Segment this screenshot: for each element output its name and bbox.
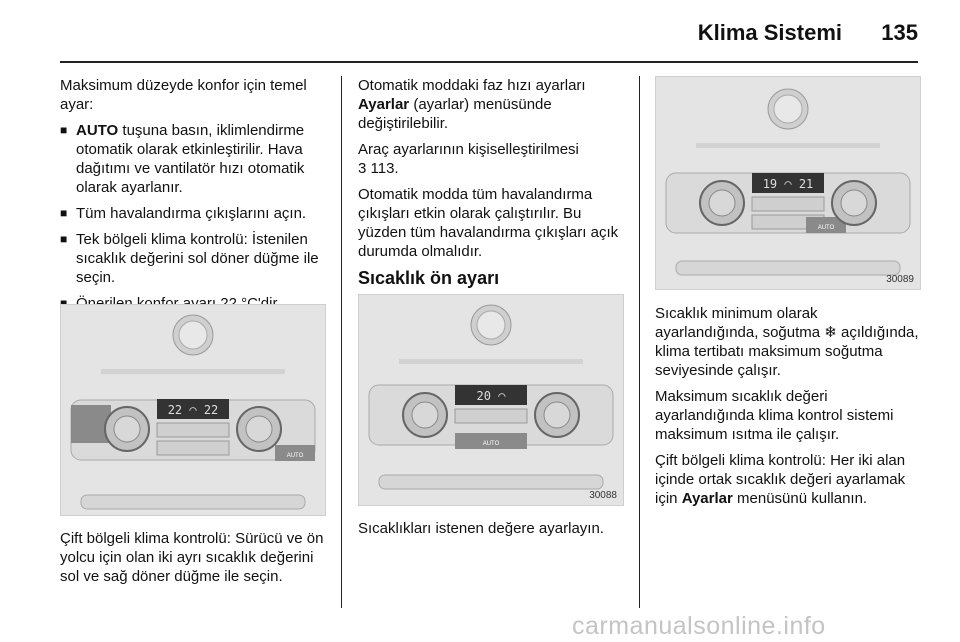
- column-1: [60, 76, 326, 320]
- bullet-item: ■ Tüm havalandırma çıkışlarını açın.: [60, 204, 326, 223]
- bullet-item: ■ Tek bölgeli klima kontrolü: İstenilen sıcaklık değerini sol döner düğme ile seçin.: [60, 230, 326, 287]
- column-3: [655, 304, 923, 515]
- climate-panel-illustration: [359, 295, 623, 505]
- section-heading: Sıcaklık ön ayarı: [358, 268, 500, 288]
- page-number: 135: [881, 20, 918, 45]
- auto-label: AUTO: [76, 122, 119, 139]
- auto-mode-text: Otomatik modda tüm havalandırma çıkışları etkin olarak çalıştırılır. Bu yüzden tüm havalandırma çıkışları açık durumda olmalıdır.: [358, 186, 619, 260]
- figure-number: 30088: [589, 490, 617, 501]
- figure-caption-single: Sıcaklıkları istenen değere ayarlayın.: [358, 520, 604, 537]
- climate-panel-figure-range: [655, 76, 921, 290]
- column-divider: [639, 76, 640, 608]
- auto-button-label: AUTO: [817, 225, 835, 231]
- panel-display: 19 ◠ 21: [762, 177, 814, 191]
- personalization-ref: Araç ayarlarının kişiselleştirilmesi 3 113.: [358, 141, 579, 177]
- column-2: [358, 76, 626, 300]
- min-temp-text: Sıcaklık minimum olarak ayarlandığında, soğutma ❄ açıldığında, klima tertibatı maksimum soğutma seviyesinde çalışır.: [655, 305, 919, 379]
- climate-panel-figure-dual: [60, 304, 326, 516]
- figure-caption-dual: Çift bölgeli klima kontrolü: Sürücü ve ön yolcu için olan iki ayrı sıcaklık değerini sol ve sağ döner düğme ile seçin.: [60, 530, 324, 585]
- watermark: carmanualsonline.info: [572, 612, 826, 640]
- climate-panel-illustration: [656, 77, 920, 289]
- climate-panel-illustration: [61, 305, 325, 515]
- bullet-item: ■ AUTO tuşuna basın, iklimlendirme otomatik olarak etkinleştirilir. Hava dağıtımı ve vantilatör hızı otomatik olarak ayarlanır.: [60, 121, 326, 197]
- chapter-title: Klima Sistemi: [697, 20, 842, 45]
- figure-number: 30089: [886, 274, 914, 285]
- intro-text: Maksimum düzeyde konfor için temel ayar:: [60, 77, 307, 113]
- header-divider: [60, 61, 918, 63]
- dual-zone-text: Çift bölgeli klima kontrolü: Her iki alan içinde ortak sıcaklık değeri ayarlamak için Ayarlar menüsünü kullanın.: [655, 452, 906, 507]
- climate-panel-figure-single: [358, 294, 624, 506]
- page-header: [0, 0, 960, 60]
- column-divider: [341, 76, 342, 608]
- auto-button-label: AUTO: [286, 453, 304, 459]
- fan-speed-text: Otomatik moddaki faz hızı ayarları Ayarlar (ayarlar) menüsünde değiştirilebilir.: [358, 77, 586, 132]
- panel-display: 22 ◠ 22: [167, 403, 219, 417]
- panel-display: 20 ◠: [476, 389, 506, 403]
- auto-button-label: AUTO: [482, 441, 500, 447]
- max-temp-text: Maksimum sıcaklık değeri ayarlandığında klima kontrol sistemi maksimum ısıtma ile çalışır.: [655, 388, 894, 443]
